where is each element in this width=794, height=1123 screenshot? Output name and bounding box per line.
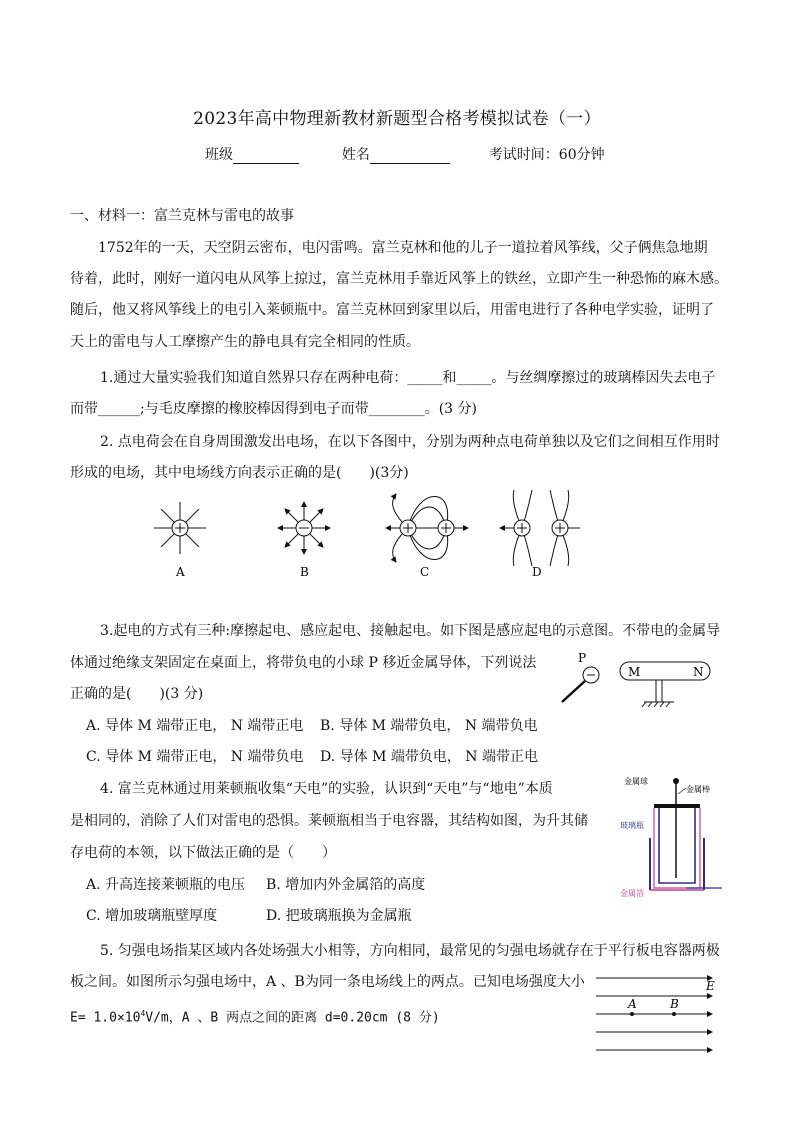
q4-line-1: 4. 富兰克林通过用莱顿瓶收集“天电”的实验，认识到“天电”与“地电”本质 <box>100 781 553 797</box>
q4-line-2: 是相同的，消除了人们对雷电的恐惧。莱顿瓶相当于电容器，其结构如图，为升其储 <box>70 813 588 829</box>
class-label: 班级 <box>205 147 233 163</box>
diagram-c <box>386 494 468 562</box>
label-d: D <box>532 565 542 579</box>
story-line-4: 天上的雷电与人工摩擦产生的静电具有完全相同的性质。 <box>70 334 420 350</box>
q5-line-1: 5. 匀强电场指某区域内各处场强大小相等，方向相同，最常见的匀强电场就存在于平行板电容器两极 <box>100 943 720 959</box>
fig-label-foil: 金属箔 <box>620 889 644 898</box>
diagram-a <box>154 502 206 554</box>
fig-label-ball: 金属球 <box>624 777 648 786</box>
leyden-jar-figure <box>596 768 726 898</box>
diagram-d <box>500 490 580 566</box>
q3-option-a: A. 导体 M 端带正电， N 端带正电 <box>86 718 304 734</box>
fig-label-p: P <box>578 651 587 665</box>
q1-line-1: 1.通过大量实验我们知道自然界只存在两种电荷：_____和_____。与丝绸摩擦过的玻璃棒因失去电子 <box>100 370 716 386</box>
q1-line-2: 而带______;与毛皮摩擦的橡胶棒因得到电子而带________。(3 分) <box>70 401 477 417</box>
q3-line-3: 正确的是( )(3 分) <box>70 686 204 702</box>
label-a: A <box>176 565 185 579</box>
fig-label-m: M <box>628 665 641 679</box>
fig-label-rod: 金属棒 <box>686 785 710 794</box>
q5-exponent: 4 <box>140 1009 146 1018</box>
q3-option-c: C. 导体 M 端带正电， N 端带负电 <box>86 749 304 765</box>
q4-line-3: 存电荷的本领，以下做法正确的是（ ） <box>70 845 336 861</box>
induction-figure <box>552 650 722 720</box>
q4-option-a: A. 升高连接莱顿瓶的电压 <box>86 877 246 893</box>
class-blank <box>233 149 299 164</box>
student-info-line <box>205 144 605 164</box>
q2-line-2: 形成的电场，其中电场线方向表示正确的是( )(3分) <box>70 465 409 481</box>
q3-option-b: B. 导体 M 端带负电， N 端带负电 <box>320 718 538 734</box>
story-line-2: 待着，此时，刚好一道闪电从风筝上掠过，富兰克林用手靠近风筝上的铁丝，立即产生一种恐怖的麻木感。 <box>70 271 728 287</box>
fig-label-n: N <box>693 665 704 679</box>
exam-time: 考试时间：60分钟 <box>488 147 605 163</box>
story-line-3: 随后，他又将风筝线上的电引入莱顿瓶中。富兰克林回到家里以后，用雷电进行了各种电学实验，证明了 <box>70 302 714 318</box>
story-line-1: 1752年的一天，天空阴云密布，电闪雷鸣。富兰克林和他的儿子一道拉着风筝线，父子俩焦急地期 <box>98 240 708 256</box>
q3-line-2: 体通过绝缘支架固定在桌面上，将带负电的小球 P 移近金属导体，下列说法 <box>70 655 537 671</box>
q5-distance-text: V/m，A 、B 两点之间的距离 d=0.20cm (8 分) <box>145 1010 440 1026</box>
uniform-field-figure <box>596 966 720 1058</box>
section-heading: 一、材料一：富兰克林与雷电的故事 <box>70 208 294 224</box>
name-label: 姓名 <box>341 147 370 163</box>
q4-option-c: C. 增加玻璃瓶壁厚度 <box>86 908 218 924</box>
diagram-b <box>278 502 330 554</box>
field-lines-figure <box>140 490 580 585</box>
fig-label-e: E <box>706 979 715 993</box>
page-title: 2023年高中物理新教材新题型合格考模拟试卷（一） <box>193 109 601 129</box>
label-b: B <box>300 565 309 579</box>
name-blank <box>370 149 450 164</box>
q5-field-value: E= 1.0×10 <box>70 1010 141 1026</box>
label-c: C <box>420 565 430 579</box>
fig-label-glass: 玻璃瓶 <box>620 821 644 830</box>
q3-line-1: 3.起电的方式有三种:摩擦起电、感应起电、接触起电。如下图是感应起电的示意图。不带电的金属导 <box>100 623 721 639</box>
q5-line-3 <box>70 1004 440 1028</box>
q3-option-d: D. 导体 M 端带负电， N 端带正电 <box>320 749 539 765</box>
q4-option-b: B. 增加内外金属箔的高度 <box>266 877 426 893</box>
q5-line-2: 板之间。如图所示匀强电场中，A 、B为同一条电场线上的两点。已知电场强度大小 <box>70 974 585 990</box>
q2-line-1: 2. 点电荷会在自身周围激发出电场，在以下各图中，分别为两种点电荷单独以及它们之间相互作用时 <box>100 434 720 450</box>
fig-label-b: B <box>670 997 679 1011</box>
q4-option-d: D. 把玻璃瓶换为金属瓶 <box>266 908 412 924</box>
fig-label-a: A <box>628 997 637 1011</box>
